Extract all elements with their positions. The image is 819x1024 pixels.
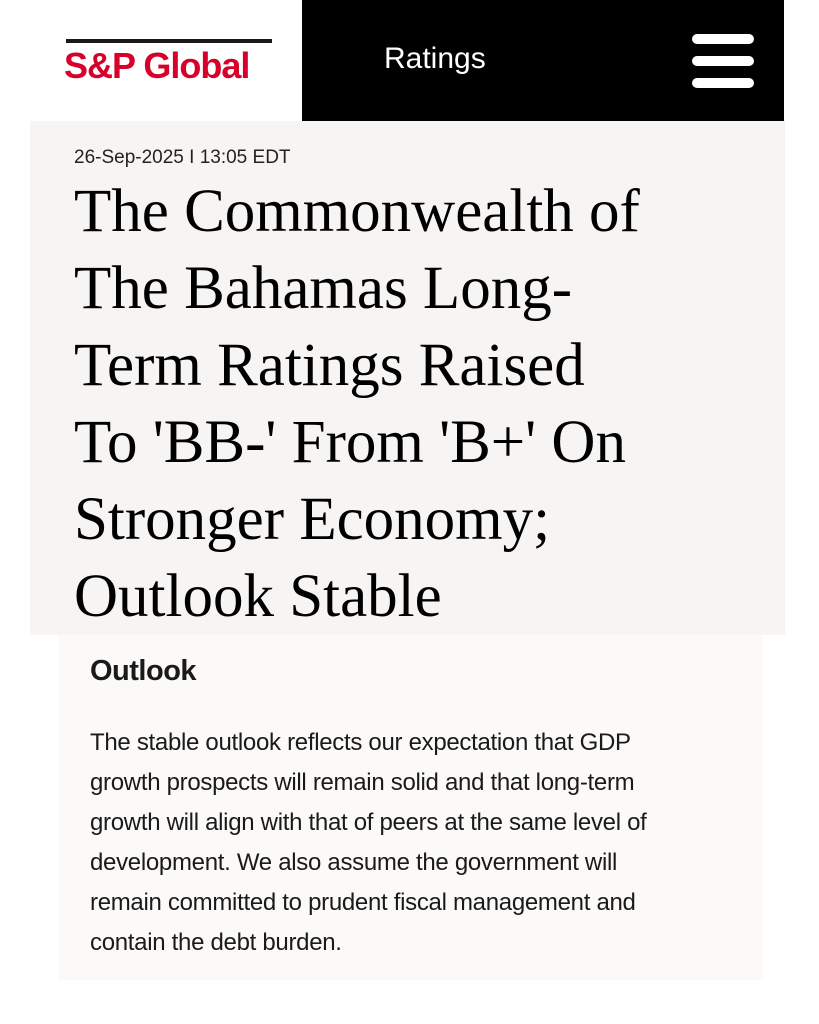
article-header [30, 121, 785, 635]
outlook-line: growth will align with that of peers at the same level of [90, 809, 647, 836]
nav-title-ratings[interactable]: Ratings [384, 42, 486, 75]
headline-line: The Commonwealth of [74, 178, 640, 245]
headline-line: Outlook Stable [74, 563, 442, 630]
logo-area[interactable] [0, 0, 302, 121]
headline-line: The Bahamas Long- [74, 255, 573, 322]
outlook-line: remain committed to prudent fiscal management and [90, 889, 636, 916]
hamburger-menu-icon[interactable] [692, 34, 754, 88]
outlook-line: growth prospects will remain solid and that long-term [90, 769, 635, 796]
headline-line: Stronger Economy; [74, 486, 551, 553]
sp-global-logo[interactable]: S&P Global [64, 45, 250, 86]
outlook-heading: Outlook [90, 655, 197, 687]
headline-line: Term Ratings Raised [74, 332, 585, 399]
outlook-line: The stable outlook reflects our expectation that GDP [90, 729, 631, 756]
article-headline [74, 173, 774, 635]
outlook-line: contain the debt burden. [90, 929, 342, 956]
article-timestamp: 26-Sep-2025 I 13:05 EDT [74, 147, 291, 168]
outlook-section [58, 635, 763, 980]
menu-bar-bottom [692, 78, 754, 88]
outlook-line: development. We also assume the government will [90, 849, 618, 876]
headline-line: To 'BB-' From 'B+' On [74, 409, 626, 476]
menu-bar-middle [692, 56, 754, 66]
logo-rule [66, 39, 272, 43]
menu-bar-top [692, 34, 754, 44]
top-nav-bar [302, 0, 784, 121]
outlook-body [90, 723, 750, 963]
